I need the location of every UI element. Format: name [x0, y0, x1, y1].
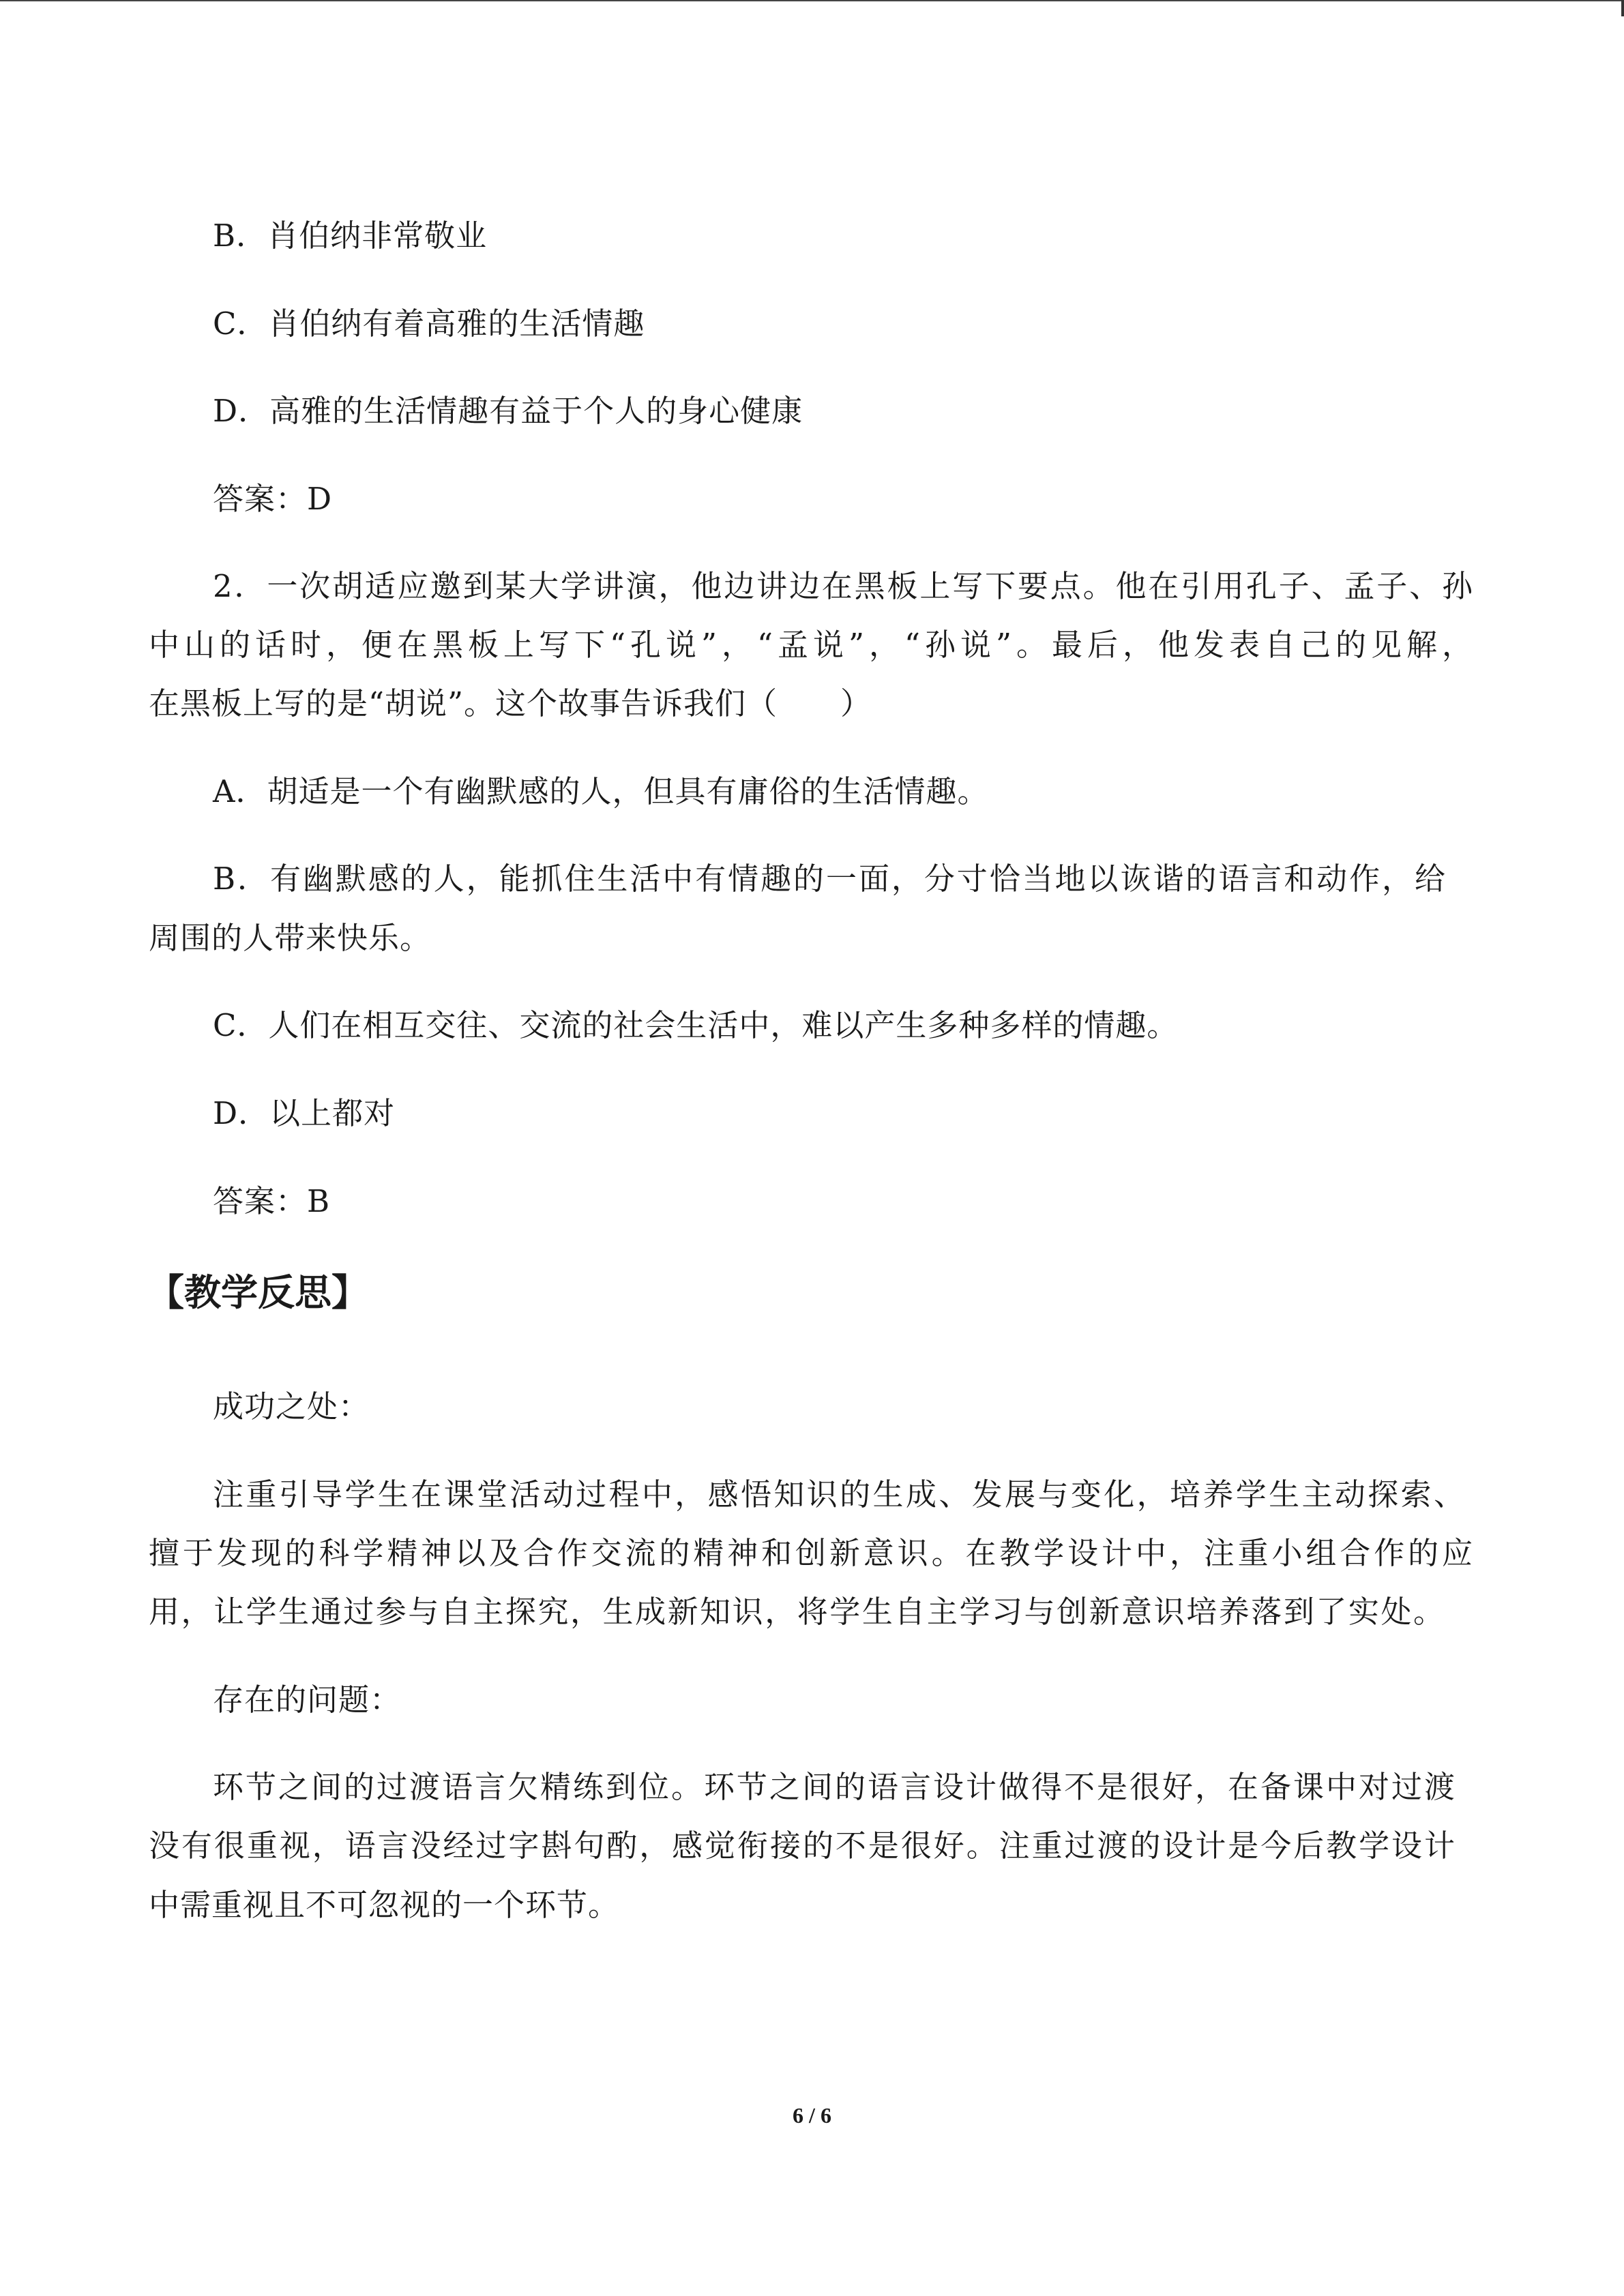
q1-answer: 答案：D [213, 481, 333, 517]
success-label: 成功之处： [213, 1388, 370, 1425]
q1-option-d: D．高雅的生活情趣有益于个人的身心健康 [213, 393, 803, 429]
q2-stem-line-1: 2．一次胡适应邀到某大学讲演，他边讲边在黑板上写下要点。他在引用孔子、孟子、孙 [213, 568, 1473, 604]
success-line-3: 用，让学生通过参与自主探究，生成新知识，将学生自主学习与创新意识培养落到了实处。 [149, 1594, 1445, 1630]
reflection-heading: 【教学反思】 [147, 1271, 368, 1314]
problem-line-2: 没有很重视，语言没经过字斟句酌，感觉衔接的不是很好。注重过渡的设计是今后教学设计 [149, 1828, 1456, 1864]
q2-option-d: D．以上都对 [213, 1095, 396, 1131]
success-line-2: 擅于发现的科学精神以及合作交流的精神和创新意识。在教学设计中，注重小组合作的应 [149, 1535, 1473, 1571]
success-line-1: 注重引导学生在课堂活动过程中，感悟知识的生成、发展与变化，培养学生主动探索、 [213, 1476, 1465, 1512]
q2-option-c: C．人们在相互交往、交流的社会生活中，难以产生多种多样的情趣。 [213, 1007, 1179, 1043]
problem-line-1: 环节之间的过渡语言欠精练到位。环节之间的语言设计做得不是很好，在备课中对过渡 [213, 1769, 1456, 1805]
q2-answer: 答案：B [213, 1183, 331, 1219]
corner-mark [1621, 0, 1624, 16]
problem-label: 存在的问题： [213, 1682, 402, 1718]
q2-stem-line-3: 在黑板上写的是“胡说”。这个故事告诉我们（ ） [149, 685, 872, 721]
problem-line-3: 中需重视且不可忽视的一个环节。 [149, 1887, 620, 1923]
q1-option-b: B．肖伯纳非常敬业 [213, 218, 488, 254]
q2-stem-line-2: 中山的话时，便在黑板上写下“孔说”，“孟说”，“孙说”。最后，他发表自己的见解， [149, 627, 1473, 663]
top-edge-line [0, 0, 1624, 1]
q1-option-c: C．肖伯纳有着高雅的生活情趣 [213, 305, 645, 342]
q2-option-a: A．胡适是一个有幽默感的人，但具有庸俗的生活情趣。 [213, 773, 989, 809]
page-number: 6 / 6 [793, 2103, 831, 2128]
q2-option-b-line-2: 周围的人带来快乐。 [149, 920, 432, 956]
q2-option-b-line-1: B．有幽默感的人，能抓住生活中有情趣的一面，分寸恰当地以诙谐的语言和动作，给 [213, 861, 1446, 897]
